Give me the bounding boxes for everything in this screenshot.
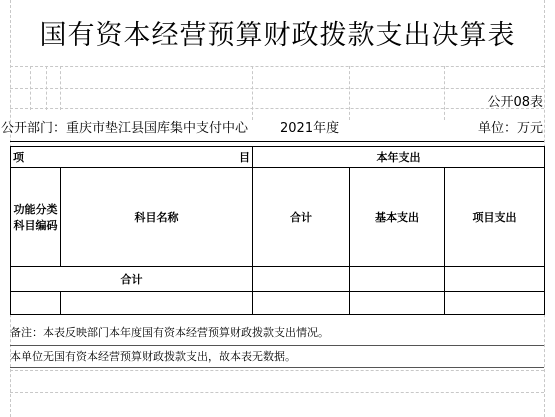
header-xiang: 项 bbox=[13, 151, 24, 164]
table-cell bbox=[253, 292, 350, 315]
gridline bbox=[252, 66, 253, 120]
col-basic: 基本支出 bbox=[350, 168, 445, 267]
header-mu: 目 bbox=[239, 151, 250, 164]
col-project: 项目支出 bbox=[445, 168, 545, 267]
divider bbox=[10, 345, 544, 346]
table-cell bbox=[445, 292, 545, 315]
unit-label: 单位：万元 bbox=[477, 121, 543, 136]
total-project-value bbox=[445, 267, 545, 292]
header-current-year: 本年支出 bbox=[253, 147, 545, 168]
col-total: 合计 bbox=[253, 168, 350, 267]
table-column-row bbox=[11, 168, 545, 267]
total-value bbox=[253, 267, 350, 292]
gridline bbox=[10, 370, 544, 371]
fiscal-year: 2021年度 bbox=[280, 121, 340, 136]
note-no-data: 本单位无国有资本经营预算财政拨款支出，故本表无数据。 bbox=[10, 350, 296, 363]
table-header-row bbox=[11, 147, 545, 168]
expenditure-table bbox=[10, 146, 545, 315]
gridline bbox=[10, 66, 544, 67]
gridline bbox=[10, 392, 544, 393]
header-project-cell bbox=[11, 147, 253, 168]
col-subject-name: 科目名称 bbox=[61, 168, 253, 267]
gridline bbox=[349, 66, 350, 120]
divider bbox=[10, 141, 544, 142]
table-cell bbox=[11, 292, 61, 315]
table-cell bbox=[61, 292, 253, 315]
col-func-code: 功能分类科目编码 bbox=[11, 168, 61, 267]
report-code: 公开08表 bbox=[487, 95, 543, 110]
divider bbox=[10, 367, 544, 368]
table-cell bbox=[350, 292, 445, 315]
page-title: 国有资本经营预算财政拨款支出决算表 bbox=[39, 20, 516, 51]
table-row-total bbox=[11, 267, 545, 292]
gridline bbox=[10, 88, 544, 89]
department-label: 公开部门：重庆市垫江县国库集中支付中心 bbox=[1, 121, 249, 136]
note-remark: 备注：本表反映部门本年度国有资本经营预算财政拨款支出情况。 bbox=[10, 326, 329, 339]
gridline bbox=[10, 108, 544, 109]
gridline bbox=[444, 66, 445, 120]
total-label: 合计 bbox=[11, 267, 253, 292]
table-row bbox=[11, 292, 545, 315]
total-basic-value bbox=[350, 267, 445, 292]
